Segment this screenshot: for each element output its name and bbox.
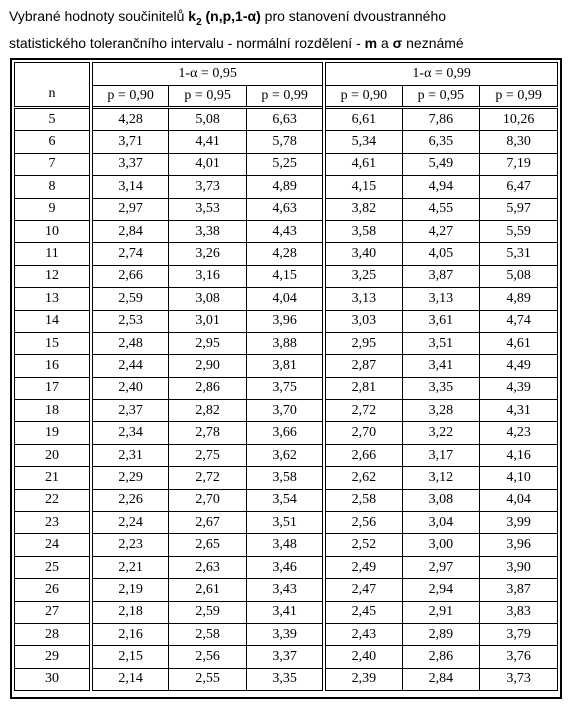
value-cell: 2,23 — [91, 534, 169, 556]
value-cell: 3,87 — [480, 579, 558, 601]
value-cell: 3,46 — [247, 556, 325, 578]
value-cell: 6,47 — [480, 176, 558, 198]
value-cell: 3,76 — [480, 646, 558, 668]
value-cell: 4,55 — [402, 198, 480, 220]
value-cell: 2,16 — [91, 623, 169, 645]
value-cell: 6,35 — [402, 131, 480, 153]
value-cell: 4,01 — [169, 153, 247, 175]
value-cell: 3,75 — [247, 377, 325, 399]
value-cell: 2,67 — [169, 512, 247, 534]
value-cell: 2,89 — [402, 623, 480, 645]
value-cell: 4,05 — [402, 243, 480, 265]
value-cell: 10,26 — [480, 108, 558, 131]
value-cell: 3,54 — [247, 489, 325, 511]
value-cell: 2,59 — [169, 601, 247, 623]
value-cell: 3,81 — [247, 355, 325, 377]
value-cell: 2,72 — [324, 400, 402, 422]
row-n-cell: 9 — [15, 198, 92, 220]
value-cell: 2,59 — [91, 288, 169, 310]
table-row — [15, 176, 558, 198]
value-cell: 3,26 — [169, 243, 247, 265]
value-cell: 4,89 — [247, 176, 325, 198]
value-cell: 2,26 — [91, 489, 169, 511]
value-cell: 4,39 — [480, 377, 558, 399]
caption-text: pro stanovení dvoustranného — [260, 8, 447, 24]
value-cell: 3,00 — [402, 534, 480, 556]
caption-text: neznámé — [402, 34, 464, 51]
value-cell: 2,84 — [91, 220, 169, 242]
value-cell: 3,13 — [402, 288, 480, 310]
table-row — [15, 400, 558, 422]
value-cell: 2,44 — [91, 355, 169, 377]
value-cell: 3,70 — [247, 400, 325, 422]
value-cell: 2,74 — [91, 243, 169, 265]
value-cell: 2,29 — [91, 467, 169, 489]
subheader-a095-col-1: p = 0,95 — [169, 86, 247, 108]
value-cell: 2,24 — [91, 512, 169, 534]
value-cell: 3,38 — [169, 220, 247, 242]
sigma-symbol: σ — [392, 34, 403, 51]
value-cell: 2,63 — [169, 556, 247, 578]
value-cell: 3,16 — [169, 265, 247, 287]
value-cell: 2,56 — [324, 512, 402, 534]
value-cell: 3,88 — [247, 332, 325, 354]
subheader-a099-col-2: p = 0,99 — [480, 86, 558, 108]
value-cell: 2,86 — [169, 377, 247, 399]
value-cell: 4,27 — [402, 220, 480, 242]
value-cell: 6,61 — [324, 108, 402, 131]
value-cell: 2,86 — [402, 646, 480, 668]
row-n-cell: 7 — [15, 153, 92, 175]
value-cell: 7,19 — [480, 153, 558, 175]
value-cell: 2,84 — [402, 668, 480, 690]
value-cell: 4,61 — [324, 153, 402, 175]
value-cell: 4,28 — [247, 243, 325, 265]
value-cell: 4,04 — [247, 288, 325, 310]
table-row — [15, 646, 558, 668]
value-cell: 3,96 — [480, 534, 558, 556]
value-cell: 2,78 — [169, 422, 247, 444]
value-cell: 3,82 — [324, 198, 402, 220]
value-cell: 2,94 — [402, 579, 480, 601]
value-cell: 3,62 — [247, 444, 325, 466]
header-n: n — [15, 63, 92, 108]
value-cell: 2,90 — [169, 355, 247, 377]
value-cell: 3,28 — [402, 400, 480, 422]
value-cell: 2,97 — [91, 198, 169, 220]
table-row — [15, 153, 558, 175]
value-cell: 3,08 — [402, 489, 480, 511]
k-args: (n,p,1-α) — [201, 8, 261, 24]
row-n-cell: 18 — [15, 400, 92, 422]
table-row — [15, 108, 558, 131]
value-cell: 5,49 — [402, 153, 480, 175]
value-cell: 2,65 — [169, 534, 247, 556]
value-cell: 4,94 — [402, 176, 480, 198]
value-cell: 2,66 — [91, 265, 169, 287]
value-cell: 2,87 — [324, 355, 402, 377]
value-cell: 3,12 — [402, 467, 480, 489]
value-cell: 2,70 — [169, 489, 247, 511]
row-n-cell: 23 — [15, 512, 92, 534]
value-cell: 3,87 — [402, 265, 480, 287]
value-cell: 2,40 — [91, 377, 169, 399]
value-cell: 4,28 — [91, 108, 169, 131]
row-n-cell: 30 — [15, 668, 92, 690]
value-cell: 5,25 — [247, 153, 325, 175]
value-cell: 4,31 — [480, 400, 558, 422]
subheader-a095-col-2: p = 0,99 — [247, 86, 325, 108]
value-cell: 3,22 — [402, 422, 480, 444]
value-cell: 2,52 — [324, 534, 402, 556]
value-cell: 2,58 — [324, 489, 402, 511]
value-cell: 5,08 — [169, 108, 247, 131]
caption-text: statistického tolerančního intervalu - normální rozdělení - — [9, 34, 365, 51]
table-row — [15, 512, 558, 534]
row-n-cell: 22 — [15, 489, 92, 511]
table-row — [15, 601, 558, 623]
k-subscript: 2 — [196, 16, 202, 28]
caption-line-1 — [9, 6, 564, 33]
value-cell: 2,19 — [91, 579, 169, 601]
row-n-cell: 16 — [15, 355, 92, 377]
table-row — [15, 243, 558, 265]
value-cell: 2,37 — [91, 400, 169, 422]
table-row — [15, 579, 558, 601]
table-row — [15, 265, 558, 287]
value-cell: 7,86 — [402, 108, 480, 131]
value-cell: 8,30 — [480, 131, 558, 153]
value-cell: 3,43 — [247, 579, 325, 601]
value-cell: 3,73 — [169, 176, 247, 198]
value-cell: 2,72 — [169, 467, 247, 489]
value-cell: 2,95 — [324, 332, 402, 354]
caption-text: a — [377, 34, 393, 51]
value-cell: 2,82 — [169, 400, 247, 422]
row-n-cell: 12 — [15, 265, 92, 287]
value-cell: 2,53 — [91, 310, 169, 332]
value-cell: 3,71 — [91, 131, 169, 153]
value-cell: 3,41 — [247, 601, 325, 623]
value-cell: 3,79 — [480, 623, 558, 645]
value-cell: 4,23 — [480, 422, 558, 444]
value-cell: 2,34 — [91, 422, 169, 444]
table-row — [15, 220, 558, 242]
value-cell: 2,14 — [91, 668, 169, 690]
value-cell: 3,51 — [247, 512, 325, 534]
value-cell: 3,83 — [480, 601, 558, 623]
caption-text: Vybrané hodnoty součinitelů — [9, 8, 189, 24]
table-frame — [10, 58, 562, 699]
value-cell: 5,34 — [324, 131, 402, 153]
row-n-cell: 25 — [15, 556, 92, 578]
value-cell: 4,16 — [480, 444, 558, 466]
table-row — [15, 467, 558, 489]
value-cell: 2,75 — [169, 444, 247, 466]
value-cell: 5,31 — [480, 243, 558, 265]
value-cell: 3,35 — [247, 668, 325, 690]
value-cell: 3,73 — [480, 668, 558, 690]
table-row — [15, 310, 558, 332]
row-n-cell: 24 — [15, 534, 92, 556]
table-row — [15, 534, 558, 556]
row-n-cell: 8 — [15, 176, 92, 198]
value-cell: 3,40 — [324, 243, 402, 265]
table-caption — [9, 6, 564, 54]
value-cell: 3,13 — [324, 288, 402, 310]
caption-line-2 — [9, 33, 564, 54]
value-cell: 3,17 — [402, 444, 480, 466]
value-cell: 3,90 — [480, 556, 558, 578]
value-cell: 2,48 — [91, 332, 169, 354]
value-cell: 2,97 — [402, 556, 480, 578]
row-n-cell: 21 — [15, 467, 92, 489]
value-cell: 4,63 — [247, 198, 325, 220]
value-cell: 3,53 — [169, 198, 247, 220]
row-n-cell: 20 — [15, 444, 92, 466]
value-cell: 3,51 — [402, 332, 480, 354]
row-n-cell: 26 — [15, 579, 92, 601]
subheader-a095-col-0: p = 0,90 — [91, 86, 169, 108]
value-cell: 2,66 — [324, 444, 402, 466]
value-cell: 2,70 — [324, 422, 402, 444]
value-cell: 2,61 — [169, 579, 247, 601]
table-row — [15, 198, 558, 220]
table-row — [15, 444, 558, 466]
value-cell: 4,10 — [480, 467, 558, 489]
value-cell: 3,08 — [169, 288, 247, 310]
table-row — [15, 422, 558, 444]
row-n-cell: 11 — [15, 243, 92, 265]
value-cell: 2,81 — [324, 377, 402, 399]
value-cell: 2,40 — [324, 646, 402, 668]
value-cell: 4,43 — [247, 220, 325, 242]
value-cell: 3,39 — [247, 623, 325, 645]
k-symbol — [188, 8, 261, 28]
value-cell: 3,35 — [402, 377, 480, 399]
table-row — [15, 668, 558, 690]
subheader-a099-col-1: p = 0,95 — [402, 86, 480, 108]
table-row — [15, 355, 558, 377]
value-cell: 4,15 — [324, 176, 402, 198]
subheader-a099-col-0: p = 0,90 — [324, 86, 402, 108]
value-cell: 2,45 — [324, 601, 402, 623]
header-group-099: 1-α = 0,99 — [324, 63, 557, 86]
value-cell: 2,55 — [169, 668, 247, 690]
value-cell: 3,99 — [480, 512, 558, 534]
value-cell: 4,89 — [480, 288, 558, 310]
value-cell: 3,25 — [324, 265, 402, 287]
value-cell: 5,97 — [480, 198, 558, 220]
value-cell: 2,31 — [91, 444, 169, 466]
value-cell: 3,41 — [402, 355, 480, 377]
table-row — [15, 489, 558, 511]
value-cell: 3,96 — [247, 310, 325, 332]
row-n-cell: 19 — [15, 422, 92, 444]
table-row — [15, 288, 558, 310]
value-cell: 2,39 — [324, 668, 402, 690]
row-n-cell: 6 — [15, 131, 92, 153]
value-cell: 3,04 — [402, 512, 480, 534]
row-n-cell: 13 — [15, 288, 92, 310]
coefficient-table — [14, 62, 558, 691]
value-cell: 2,91 — [402, 601, 480, 623]
value-cell: 5,78 — [247, 131, 325, 153]
value-cell: 5,59 — [480, 220, 558, 242]
header-group-095: 1-α = 0,95 — [91, 63, 324, 86]
value-cell: 3,61 — [402, 310, 480, 332]
value-cell: 3,48 — [247, 534, 325, 556]
m-symbol: m — [364, 34, 378, 51]
value-cell: 2,15 — [91, 646, 169, 668]
k-letter: k — [188, 8, 197, 24]
value-cell: 4,61 — [480, 332, 558, 354]
row-n-cell: 27 — [15, 601, 92, 623]
value-cell: 3,03 — [324, 310, 402, 332]
value-cell: 3,14 — [91, 176, 169, 198]
row-n-cell: 28 — [15, 623, 92, 645]
value-cell: 3,66 — [247, 422, 325, 444]
row-n-cell: 17 — [15, 377, 92, 399]
value-cell: 4,41 — [169, 131, 247, 153]
value-cell: 2,43 — [324, 623, 402, 645]
value-cell: 3,58 — [324, 220, 402, 242]
value-cell: 5,08 — [480, 265, 558, 287]
value-cell: 3,58 — [247, 467, 325, 489]
value-cell: 2,58 — [169, 623, 247, 645]
value-cell: 3,37 — [247, 646, 325, 668]
value-cell: 4,15 — [247, 265, 325, 287]
table-row — [15, 623, 558, 645]
value-cell: 4,49 — [480, 355, 558, 377]
value-cell: 2,49 — [324, 556, 402, 578]
row-n-cell: 29 — [15, 646, 92, 668]
value-cell: 2,95 — [169, 332, 247, 354]
value-cell: 2,56 — [169, 646, 247, 668]
row-n-cell: 15 — [15, 332, 92, 354]
value-cell: 2,47 — [324, 579, 402, 601]
table-row — [15, 131, 558, 153]
value-cell: 4,04 — [480, 489, 558, 511]
value-cell: 3,37 — [91, 153, 169, 175]
row-n-cell: 10 — [15, 220, 92, 242]
row-n-cell: 14 — [15, 310, 92, 332]
value-cell: 6,63 — [247, 108, 325, 131]
table-row — [15, 377, 558, 399]
value-cell: 2,21 — [91, 556, 169, 578]
value-cell: 4,74 — [480, 310, 558, 332]
table-row — [15, 332, 558, 354]
value-cell: 3,01 — [169, 310, 247, 332]
value-cell: 2,62 — [324, 467, 402, 489]
table-row — [15, 556, 558, 578]
value-cell: 2,18 — [91, 601, 169, 623]
row-n-cell: 5 — [15, 108, 92, 131]
